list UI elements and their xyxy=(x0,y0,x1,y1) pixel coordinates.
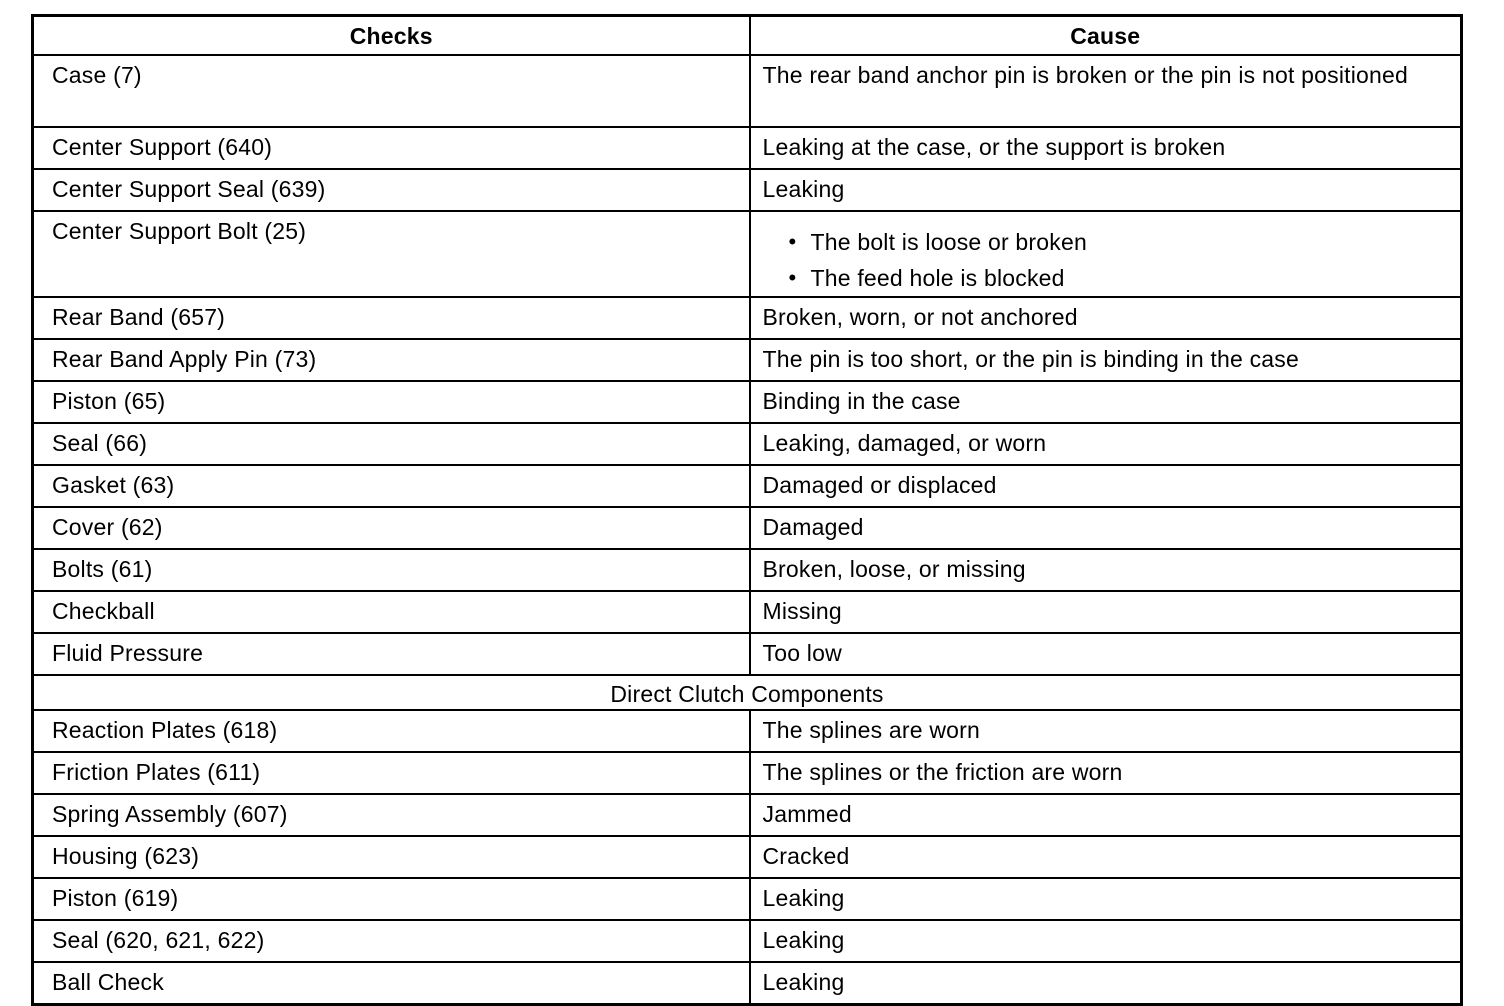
cause-cell: Too low xyxy=(750,633,1462,675)
table-row xyxy=(33,211,1462,297)
table-row xyxy=(33,169,1462,211)
cause-cell: Broken, worn, or not anchored xyxy=(750,297,1462,339)
cause-cell: Leaking xyxy=(750,169,1462,211)
table-row xyxy=(33,55,1462,127)
table-row xyxy=(33,507,1462,549)
check-cell: Checkball xyxy=(33,591,750,633)
check-cell: Fluid Pressure xyxy=(33,633,750,675)
table-row xyxy=(33,339,1462,381)
check-cell: Housing (623) xyxy=(33,836,750,878)
check-cell: Case (7) xyxy=(33,55,750,127)
check-cell: Rear Band (657) xyxy=(33,297,750,339)
check-cell: Piston (65) xyxy=(33,381,750,423)
check-cell: Seal (620, 621, 622) xyxy=(33,920,750,962)
cause-cell: Leaking, damaged, or worn xyxy=(750,423,1462,465)
table-row xyxy=(33,920,1462,962)
table-row xyxy=(33,962,1462,1005)
column-header-cause: Cause xyxy=(750,16,1462,56)
section-title: Direct Clutch Components xyxy=(33,675,1462,710)
cause-cell: The splines are worn xyxy=(750,710,1462,752)
cause-cell: Damaged or displaced xyxy=(750,465,1462,507)
check-cell: Spring Assembly (607) xyxy=(33,794,750,836)
table-row xyxy=(33,549,1462,591)
check-cell: Seal (66) xyxy=(33,423,750,465)
check-cell: Friction Plates (611) xyxy=(33,752,750,794)
check-cell: Center Support Seal (639) xyxy=(33,169,750,211)
check-cell: Reaction Plates (618) xyxy=(33,710,750,752)
cause-cell: The splines or the friction are worn xyxy=(750,752,1462,794)
cause-cell: Binding in the case xyxy=(750,381,1462,423)
table-row xyxy=(33,878,1462,920)
table-row xyxy=(33,465,1462,507)
table-row xyxy=(33,423,1462,465)
check-cell: Rear Band Apply Pin (73) xyxy=(33,339,750,381)
table-row xyxy=(33,752,1462,794)
cause-cell: Missing xyxy=(750,591,1462,633)
cause-cell: Cracked xyxy=(750,836,1462,878)
cause-cell: Leaking xyxy=(750,878,1462,920)
check-cell: Piston (619) xyxy=(33,878,750,920)
cause-cell xyxy=(750,211,1462,297)
table-header-row xyxy=(33,16,1462,56)
column-header-checks: Checks xyxy=(33,16,750,56)
check-cell: Ball Check xyxy=(33,962,750,1005)
cause-bullet-item: • The bolt is loose or broken xyxy=(797,224,1461,260)
cause-cell: Broken, loose, or missing xyxy=(750,549,1462,591)
table-row xyxy=(33,297,1462,339)
table-row xyxy=(33,381,1462,423)
cause-cell: Jammed xyxy=(750,794,1462,836)
check-cell: Center Support Bolt (25) xyxy=(33,211,750,297)
cause-cell: The pin is too short, or the pin is binding in the case xyxy=(750,339,1462,381)
section-header-row xyxy=(33,675,1462,710)
check-cell: Bolts (61) xyxy=(33,549,750,591)
table-row xyxy=(33,836,1462,878)
check-cell: Cover (62) xyxy=(33,507,750,549)
table-row xyxy=(33,591,1462,633)
cause-bullet-item: • The feed hole is blocked xyxy=(797,260,1461,296)
check-cell: Gasket (63) xyxy=(33,465,750,507)
cause-cell: The rear band anchor pin is broken or the pin is not positioned xyxy=(750,55,1462,127)
cause-cell: Damaged xyxy=(750,507,1462,549)
cause-bullet-list xyxy=(763,224,1461,296)
table-row xyxy=(33,710,1462,752)
table-row xyxy=(33,633,1462,675)
cause-cell: Leaking at the case, or the support is broken xyxy=(750,127,1462,169)
check-cell: Center Support (640) xyxy=(33,127,750,169)
cause-cell: Leaking xyxy=(750,962,1462,1005)
table-row xyxy=(33,794,1462,836)
table-row xyxy=(33,127,1462,169)
cause-cell: Leaking xyxy=(750,920,1462,962)
checks-cause-table xyxy=(31,14,1463,1006)
